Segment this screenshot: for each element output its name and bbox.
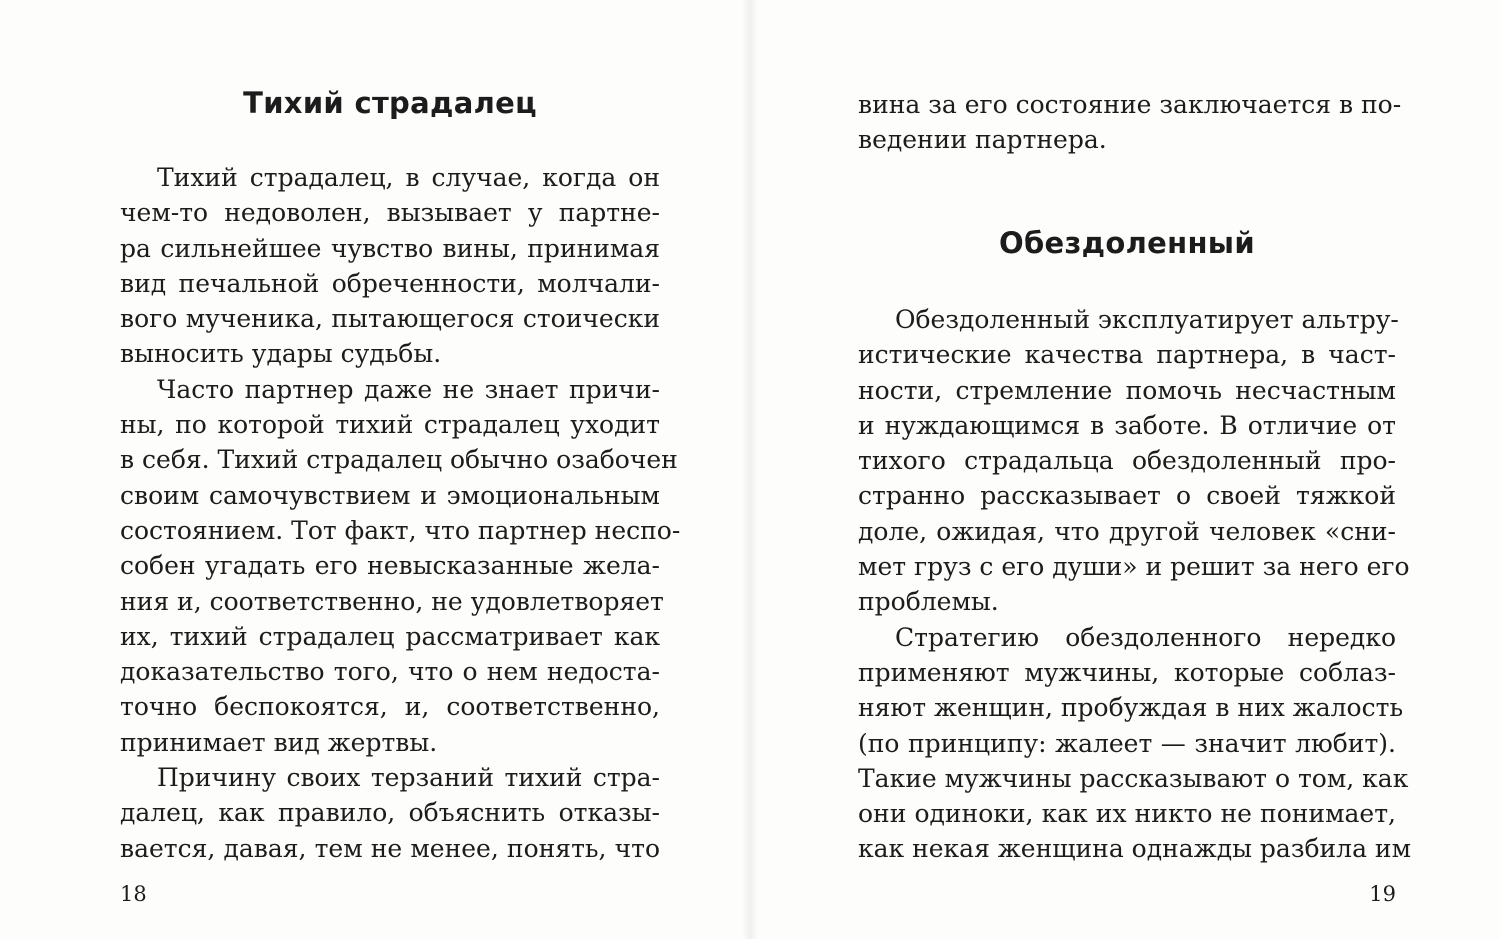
section-heading-quiet-sufferer: Тихий страдалец — [243, 86, 537, 120]
text-line: выносить удары судьбы. — [120, 339, 442, 369]
text-line: вид печальной обреченности, молчали- — [120, 268, 660, 298]
text-line: ра сильнейшее чувство вины, принимая — [120, 233, 660, 263]
right-page-continuation — [858, 87, 1402, 158]
text-line: их, тихий страдалец рассматривает как — [120, 621, 660, 651]
text-line: вого мученика, пытающегося стоически — [120, 304, 660, 334]
left-page-body — [120, 160, 681, 866]
text-line: своим самочувствием и эмоциональным — [120, 480, 660, 510]
text-line: далец, как правило, объяснить отказы- — [120, 798, 660, 828]
text-line: в себя. Тихий страдалец обычно озабочен — [120, 445, 678, 475]
page-number-right: 19 — [1369, 882, 1396, 906]
text-line: странно рассказывает о своей тяжкой — [858, 481, 1396, 511]
text-line: доле, ожидая, что другой человек «сни- — [858, 516, 1396, 546]
text-line: вается, давая, тем не менее, понять, что — [120, 833, 660, 863]
text-line: принимает вид жертвы. — [120, 727, 438, 757]
right-page-body — [858, 302, 1412, 867]
text-line: собен угадать его невысказанные жела- — [120, 551, 660, 581]
left-page — [120, 0, 681, 939]
right-page — [858, 0, 1412, 939]
page-number-left: 18 — [120, 882, 147, 906]
text-line: Причину своих терзаний тихий стра- — [157, 763, 660, 793]
text-line: мет груз с его души» и решит за него его — [858, 552, 1410, 582]
text-line: и нуждающимся в заботе. В отличие от — [858, 410, 1396, 440]
text-line: ния и, соответственно, не удовлетворяет — [120, 586, 664, 616]
text-line: истические качества партнера, в част- — [858, 340, 1396, 370]
book-gutter — [742, 0, 758, 939]
text-line: Обездоленный эксплуатирует альтру- — [895, 305, 1399, 334]
text-line: доказательство того, что о нем недоста- — [120, 657, 660, 687]
text-line: Часто партнер даже не знает причи- — [157, 374, 660, 404]
text-line: они одиноки, как их никто не понимает, — [858, 799, 1396, 829]
text-line: Стратегию обездоленного нередко — [895, 622, 1396, 652]
text-line: няют женщин, пробуждая в них жалость — [858, 693, 1404, 723]
text-line: точно беспокоятся, и, соответственно, — [120, 692, 660, 722]
text-line: как некая женщина однажды разбила им — [858, 834, 1412, 864]
text-line: (по принципу: жалеет — значит любит). — [858, 728, 1396, 758]
text-line: Такие мужчины рассказывают о том, как — [858, 763, 1409, 793]
text-line: ности, стремление помочь несчастным — [858, 375, 1396, 405]
text-line: Тихий страдалец, в случае, когда он — [157, 163, 660, 192]
text-line: чем-то недоволен, вызывает у партне- — [120, 198, 660, 228]
text-line: проблемы. — [858, 587, 999, 617]
text-line: ведении партнера. — [858, 125, 1107, 155]
text-line: ны, по которой тихий страдалец уходит — [120, 410, 660, 440]
section-heading-deprived: Обездоленный — [999, 226, 1255, 260]
text-line: тихого страдальца обездоленный про- — [858, 446, 1396, 476]
text-line: состоянием. Тот факт, что партнер неспо- — [120, 515, 681, 545]
text-line: вина за его состояние заключается в по- — [858, 90, 1402, 119]
text-line: применяют мужчины, которые соблаз- — [858, 657, 1396, 687]
